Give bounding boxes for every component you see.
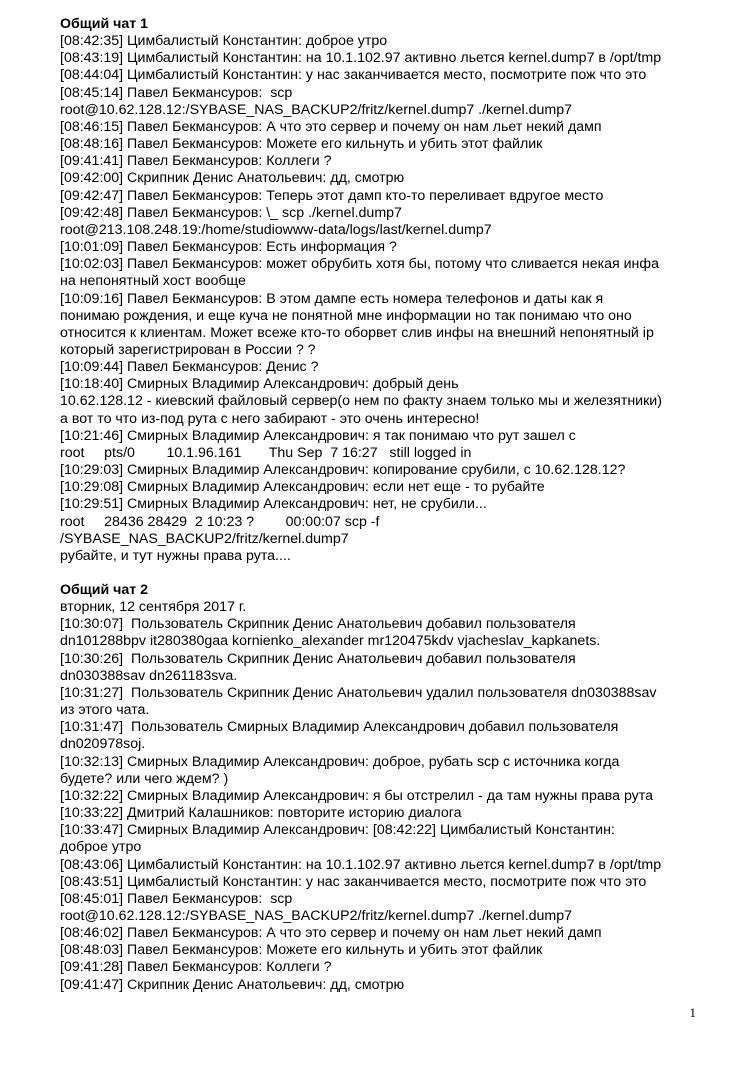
chat-log-line: [10:29:08] Смирных Владимир Александрович: если нет еще - то рубайте [60, 479, 545, 496]
chat-log-line: [08:46:15] Павел Бекмансуров: А что это сервер и почему он нам льет некий дамп [60, 118, 602, 135]
chat-log-line: [09:41:28] Павел Бекмансуров: Коллеги ? [60, 959, 332, 976]
chat-log-line: [08:48:03] Павел Бекмансуров: Можете его кильнуть и убить этот файлик [60, 942, 543, 959]
chat-log-line: [09:42:47] Павел Бекмансуров: Теперь этот дамп кто-то переливает вдругое место [60, 187, 604, 204]
chat-log-line: dn030388sav dn261183sva. [60, 667, 238, 684]
chat-log-line: относится к клиентам. Может всеже кто-то оборвет слив инфы на внешний непонятный ip [60, 324, 654, 341]
chat-log-line: [08:48:16] Павел Бекмансуров: Можете его кильнуть и убить этот файлик [60, 136, 543, 153]
chat-log-line: вторник, 12 сентября 2017 г. [60, 599, 247, 616]
chat-log-line: [08:43:06] Цимбалистый Константин: на 10.1.102.97 активно льется kernel.dump7 в /opt/tmp [60, 856, 662, 873]
chat-log-line: [10:01:09] Павел Бекмансуров: Есть информация ? [60, 239, 397, 256]
chat-log-line: /SYBASE_NAS_BACKUP2/fritz/kernel.dump7 [60, 530, 349, 547]
chat-log-line: [10:29:51] Смирных Владимир Александрович: нет, не срубили... [60, 496, 487, 513]
chat-log-line: понимаю рождения, и еще куча не понятной мне информации но так понимаю что оно [60, 307, 632, 324]
chat-log-line: рубайте, и тут нужны права рута.... [60, 547, 291, 564]
chat-log-line: [10:31:27] Пользователь Скрипник Денис Анатольевич удалил пользователя dn030388sav [60, 684, 657, 701]
chat-log-line: [08:45:01] Павел Бекмансуров: scp [60, 890, 293, 907]
chat-log-line: [08:45:14] Павел Бекмансуров: scp [60, 84, 293, 101]
chat-log-line: root@10.62.128.12:/SYBASE_NAS_BACKUP2/fritz/kernel.dump7 ./kernel.dump7 [60, 101, 573, 118]
chat-log-line: [10:18:40] Смирных Владимир Александрович: добрый день [60, 376, 459, 393]
chat-log-line: [10:30:26] Пользователь Скрипник Денис Анатольевич добавил пользователя [60, 650, 576, 667]
chat-log-line: root@10.62.128.12:/SYBASE_NAS_BACKUP2/fritz/kernel.dump7 ./kernel.dump7 [60, 907, 573, 924]
chat-log-line: [09:42:48] Павел Бекмансуров: \_ scp ./kernel.dump7 [60, 204, 402, 221]
chat-log-line: [10:21:46] Смирных Владимир Александрович: я так понимаю что рут зашел с [60, 427, 576, 444]
section-gap [60, 565, 710, 582]
section-1-log [60, 33, 710, 565]
chat-log-line: который зарегистрирован в России ? ? [60, 341, 316, 358]
chat-log-line: [10:31:47] Пользователь Смирных Владимир Александрович добавил пользователя [60, 719, 619, 736]
chat-log-line: [09:41:47] Скрипник Денис Анатольевич: дд, смотрю [60, 976, 405, 993]
chat-log-line: root 28436 28429 2 10:23 ? 00:00:07 scp -f [60, 513, 380, 530]
chat-log-line: [10:09:16] Павел Бекмансуров: В этом дампе есть номера телефонов и даты как я [60, 290, 604, 307]
chat-log-line: root pts/0 10.1.96.161 Thu Sep 7 16:27 still logged in [60, 444, 472, 461]
chat-log-line: [08:43:51] Цимбалистый Константин: у нас заканчивается место, посмотрите пож что это [60, 873, 647, 890]
chat-log-line: [10:32:13] Смирных Владимир Александрович: доброе, рубать scp с источника когда [60, 753, 620, 770]
chat-log-line: будете? или чего ждем? ) [60, 770, 229, 787]
page-number: 1 [689, 1005, 696, 1020]
section-1-heading: Общий чат 1 [60, 16, 149, 32]
chat-log-line: dn101288bpv it280380gaa kornienko_alexander mr120475kdv vjacheslav_kapkanets. [60, 633, 601, 650]
chat-log-line: [09:42:00] Скрипник Денис Анатольевич: дд, смотрю [60, 170, 405, 187]
chat-log-line: [10:09:44] Павел Бекмансуров: Денис ? [60, 359, 319, 376]
section-2-log [60, 599, 710, 994]
chat-log-line: доброе утро [60, 839, 142, 856]
chat-log-line: а вот то что из-под рута с него забирают - это очень интересно! [60, 410, 480, 427]
section-2-heading: Общий чат 2 [60, 582, 149, 598]
chat-log-line: [08:44:04] Цимбалистый Константин: у нас заканчивается место, посмотрите пож что это [60, 67, 647, 84]
chat-log-line: [08:46:02] Павел Бекмансуров: А что это сервер и почему он нам льет некий дамп [60, 925, 602, 942]
chat-log-line: 10.62.128.12 - киевский файловый сервер(о нем по факту знаем только мы и железятники) [60, 393, 662, 410]
chat-log-line: [10:33:47] Смирных Владимир Александрович: [08:42:22] Цимбалистый Константин: [60, 822, 615, 839]
chat-log-line: [10:02:03] Павел Бекмансуров: может обрубить хотя бы, потому что сливается некая инфа [60, 256, 659, 273]
chat-log-line: root@213.108.248.19:/home/studiowww-data/logs/last/kernel.dump7 [60, 221, 492, 238]
chat-log-line: dn020978soj. [60, 736, 146, 753]
chat-log-line: на непонятный хост вообще [60, 273, 246, 290]
chat-log-line: [10:29:03] Смирных Владимир Александрович: копирование срубили, с 10.62.128.12? [60, 462, 626, 479]
chat-log-line: [08:43:19] Цимбалистый Константин: на 10.1.102.97 активно льется kernel.dump7 в /opt/tmp [60, 50, 662, 67]
chat-log-line: [10:33:22] Дмитрий Калашников: повторите историю диалога [60, 805, 462, 822]
document-body [60, 16, 710, 994]
chat-log-line: [08:42:35] Цимбалистый Константин: доброе утро [60, 33, 388, 50]
chat-log-line: [10:30:07] Пользователь Скрипник Денис Анатольевич добавил пользователя [60, 616, 576, 633]
chat-log-line: [10:32:22] Смирных Владимир Александрович: я бы отстрелил - да там нужны права рута [60, 787, 654, 804]
chat-log-line: из этого чата. [60, 702, 150, 719]
chat-log-line: [09:41:41] Павел Бекмансуров: Коллеги ? [60, 153, 332, 170]
